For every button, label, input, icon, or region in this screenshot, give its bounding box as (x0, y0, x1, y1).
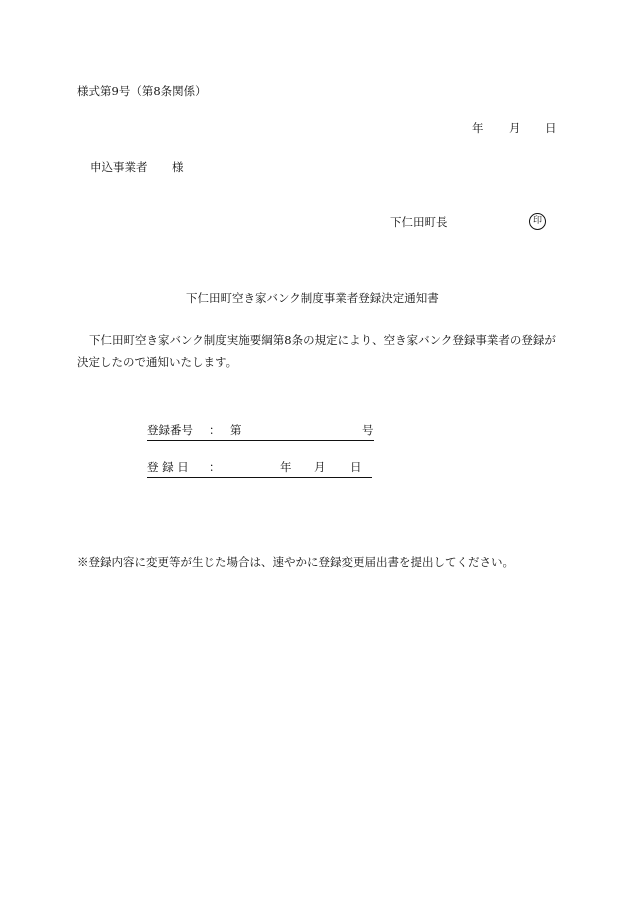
registration-number-prefix: 第 (230, 423, 242, 437)
document-title: 下仁田町空き家バンク制度事業者登録決定通知書 (186, 291, 439, 305)
registration-date-row (147, 462, 372, 478)
seal-mark: 印 (529, 213, 546, 230)
footnote: ※登録内容に変更等が生じた場合は、速やかに登録変更届出書を提出してください。 (77, 555, 514, 569)
date-day-label: 日 (545, 121, 557, 135)
date-month-label: 月 (509, 121, 521, 135)
registration-date-month: 月 (314, 460, 326, 474)
registration-number-row (147, 425, 374, 441)
registration-number-colon: ： (209, 423, 221, 437)
registration-date-year: 年 (280, 460, 292, 474)
recipient-honorific: 様 (172, 160, 184, 174)
form-number: 様式第9号（第8条関係） (77, 84, 207, 98)
registration-date-label: 登 録 日 (147, 460, 189, 474)
registration-date-day: 日 (350, 460, 362, 474)
issuer-name: 下仁田町長 (390, 215, 448, 229)
registration-number-suffix: 号 (362, 423, 374, 437)
registration-date-colon: ： (209, 460, 221, 474)
body-text: 下仁田町空き家バンク制度実施要綱第8条の規定により、空き家バンク登録事業者の登録が決定したので通知いたします。 (77, 333, 556, 369)
date-year-label: 年 (472, 121, 484, 135)
recipient-name: 申込事業者 (90, 160, 148, 174)
registration-number-label: 登録番号 (147, 423, 193, 437)
